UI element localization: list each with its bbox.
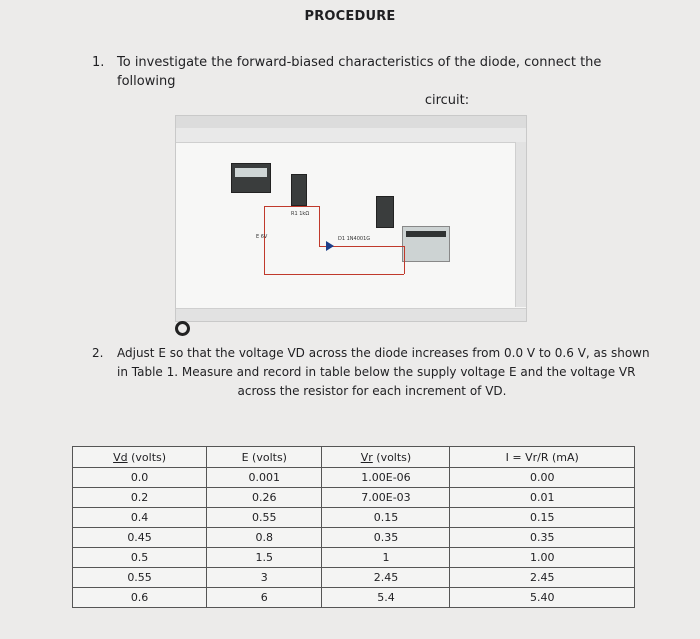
wire: [319, 206, 320, 246]
step-2-line-2: in Table 1. Measure and record in table below the supply voltage E and the voltage VR: [117, 365, 636, 379]
cell-current: 0.00: [450, 468, 635, 488]
table-row: [73, 528, 635, 548]
vertical-scrollbar: [515, 142, 526, 307]
header-vd: Vd (volts): [73, 447, 207, 468]
header-current: I = Vr/R (mA): [450, 447, 635, 468]
table-row: [73, 488, 635, 508]
cell-vd: 0.6: [73, 588, 207, 608]
wire: [264, 206, 265, 274]
step-2: [92, 344, 652, 401]
cell-vd: 0.4: [73, 508, 207, 528]
cell-e: 0.8: [207, 528, 322, 548]
cell-vd: 0.2: [73, 488, 207, 508]
data-table: [72, 446, 635, 608]
cell-e: 0.55: [207, 508, 322, 528]
step-2-number: 2.: [92, 346, 104, 360]
circle-marker: [175, 321, 190, 336]
table-row: [73, 468, 635, 488]
cell-e: 0.26: [207, 488, 322, 508]
step-1: [92, 53, 652, 110]
header-e: E (volts): [207, 447, 322, 468]
cell-current: 0.35: [450, 528, 635, 548]
step-2-line-1: Adjust E so that the voltage VD across the diode increases from 0.0 V to 0.6 V, as shown: [117, 346, 650, 360]
window-toolbar: [176, 128, 526, 143]
cell-vr: 0.15: [322, 508, 450, 528]
wire: [264, 206, 319, 207]
cell-vr: 2.45: [322, 568, 450, 588]
cell-vr: 7.00E-03: [322, 488, 450, 508]
cell-current: 0.15: [450, 508, 635, 528]
voltmeter-resistor: [402, 226, 450, 262]
cell-current: 5.40: [450, 588, 635, 608]
page-title: PROCEDURE: [304, 9, 396, 24]
horizontal-scrollbar: [176, 308, 526, 321]
window-titlebar: [176, 116, 526, 128]
step-1-text: To investigate the forward-biased characteristics of the diode, connect the following: [117, 55, 602, 89]
diode-symbol: [326, 241, 334, 251]
cell-vd: 0.55: [73, 568, 207, 588]
cell-vd: 0.45: [73, 528, 207, 548]
circuit-screenshot: [175, 115, 527, 322]
source-label: E 6V: [256, 234, 268, 240]
table-header-row: [73, 447, 635, 468]
cell-vd: 0.5: [73, 548, 207, 568]
header-vr: Vr (volts): [322, 447, 450, 468]
cell-e: 3: [207, 568, 322, 588]
cell-vr: 5.4: [322, 588, 450, 608]
table-row: [73, 508, 635, 528]
resistor-label: R1 1kΩ: [291, 211, 310, 217]
wire: [264, 274, 404, 275]
cell-e: 0.001: [207, 468, 322, 488]
step-2-line-3: across the resistor for each increment of VD.: [237, 384, 507, 398]
cell-current: 0.01: [450, 488, 635, 508]
cell-current: 1.00: [450, 548, 635, 568]
cell-vd: 0.0: [73, 468, 207, 488]
step-1-number: 1.: [92, 55, 105, 70]
ammeter: [291, 174, 307, 206]
voltmeter-diode: [376, 196, 394, 228]
table-row: [73, 548, 635, 568]
cell-vr: 1: [322, 548, 450, 568]
voltmeter-source: [231, 163, 271, 193]
table-row: [73, 568, 635, 588]
cell-vr: 0.35: [322, 528, 450, 548]
step-1-continuation: circuit:: [424, 93, 470, 108]
cell-e: 1.5: [207, 548, 322, 568]
cell-e: 6: [207, 588, 322, 608]
table-row: [73, 588, 635, 608]
cell-vr: 1.00E-06: [322, 468, 450, 488]
cell-current: 2.45: [450, 568, 635, 588]
diode-label: D1 1N4001G: [338, 236, 371, 242]
wire: [404, 246, 405, 274]
